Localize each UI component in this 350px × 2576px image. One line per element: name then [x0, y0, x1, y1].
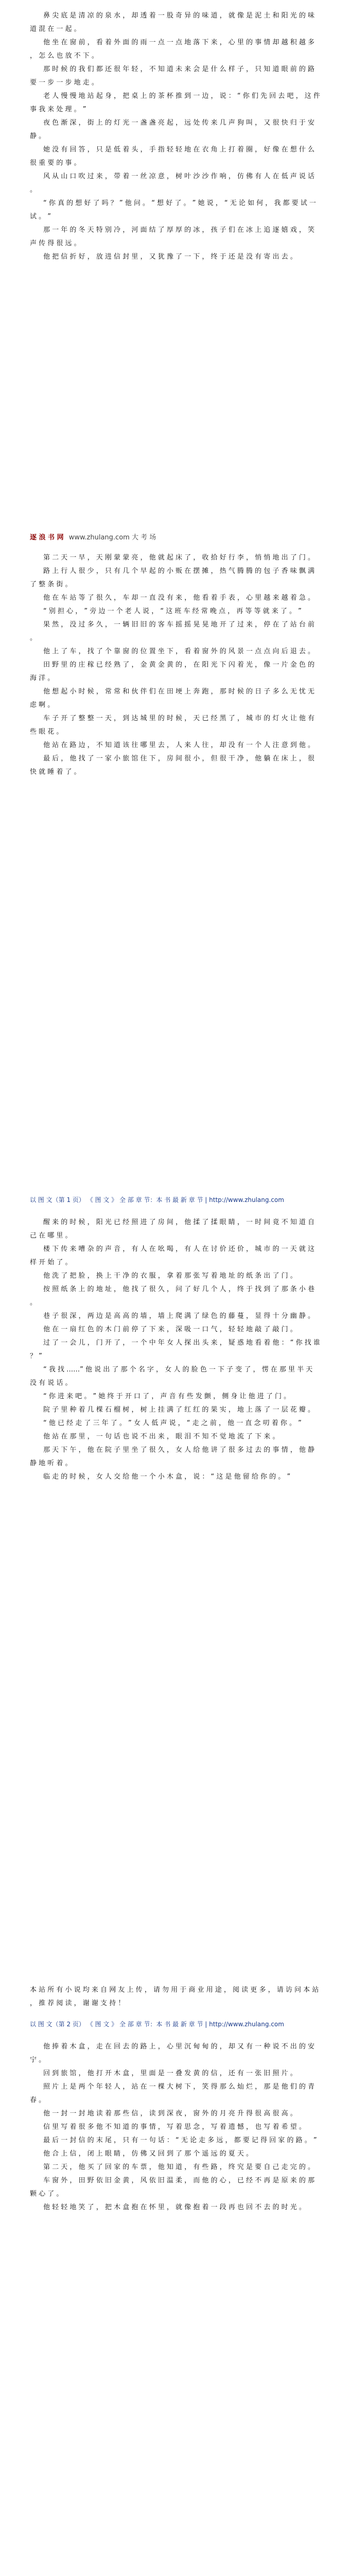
paragraph: 他 合 上 信 ， 闭 上 眼 睛 ， 仿 佛 又 回 到 了 那 个 遥 远 的 夏 天 。 — [43, 2150, 253, 2158]
paragraph: 车 窗 外 ， 田 野 依 旧 金 黄 ， 风 依 旧 温 柔 ， 而 他 的 心 ， 已 经 不 再 是 原 来 的 那 颗 心 了 。 — [30, 2177, 314, 2198]
paragraph: 第 二 天 ， 他 买 了 回 家 的 车 票 ， 他 知 道 ， 有 些 路 ， 终 究 是 要 自 己 走 完 的 。 — [43, 2163, 314, 2171]
paragraph: 他 把 信 折 好 ， 放 进 信 封 里 ， 又 犹 豫 了 一 下 ， 终 于 还 是 没 有 寄 出 去 。 — [43, 253, 297, 261]
paragraph: 他 捧 着 木 盒 ， 走 在 回 去 的 路 上 ， 心 里 沉 甸 甸 的 ， 却 又 有 一 种 说 不 出 的 安 宁 。 — [30, 2043, 314, 2064]
paragraph: 那 一 年 的 冬 天 特 别 冷 ， 河 面 结 了 厚 厚 的 冰 ， 孩 子 们 在 冰 上 追 逐 嬉 戏 ， 笑 声 传 得 很 远 。 — [30, 226, 314, 247]
site-brand — [30, 533, 156, 543]
paragraph: 最 后 ， 他 找 了 一 家 小 旅 馆 住 下 ， 房 间 很 小 ， 但 很 干 净 ， 他 躺 在 床 上 ， 很 快 就 睡 着 了 。 — [30, 755, 314, 776]
paragraph: 信 里 写 着 很 多 他 不 知 道 的 事 情 ， 写 着 思 念 ， 写 着 遗 憾 ， 也 写 着 希 望 。 — [43, 2123, 306, 2131]
paragraph: 醒 来 的 时 候 ， 阳 光 已 经 照 进 了 房 间 ， 他 揉 了 揉 眼 睛 ， 一 时 间 竟 不 知 道 自 己 在 哪 里 。 — [30, 1218, 314, 1240]
paragraph: 他 站 在 路 边 ， 不 知 道 该 往 哪 里 去 ， 人 来 人 往 ， 却 没 有 一 个 人 注 意 到 他 。 — [43, 741, 314, 749]
paragraph: 老 人 慢 慢 地 站 起 身 ， 把 桌 上 的 茶 杯 推 到 一 边 ， 说 ： “ 你 们 先 回 去 吧 ， 这 件 事 我 来 处 理 。 ” — [30, 92, 320, 113]
paragraph: 他 一 封 一 封 地 读 着 那 些 信 ， 读 到 深 夜 ， 窗 外 的 月 亮 升 得 很 高 很 高 。 — [43, 2110, 297, 2117]
paragraph: 车 子 开 了 整 整 一 天 ， 到 达 城 里 的 时 候 ， 天 已 经 黑 了 ， 城 市 的 灯 火 让 他 有 些 眼 花 。 — [30, 715, 314, 736]
page-footer-2[interactable]: 以 图 文（第 2 页） 《 图 文 》 全 部 章 节：本 书 最 新 章 节 | http://www.zhulang.com — [30, 2021, 284, 2028]
page-footer-1[interactable]: 以 图 文（第 1 页） 《 图 文 》 全 部 章 节：本 书 最 新 章 节 | http://www.zhulang.com — [30, 1196, 284, 1204]
site-notice: 本 站 所 有 小 说 均 来 自 网 友 上 传 ， 请 勿 用 于 商 业 用 途 ， 阅 读 更 多 ， 请 访 问 本 站 ， 推 荐 阅 读 ， 谢 谢 支 持 ！ — [30, 1986, 319, 2007]
paragraph: 回 到 旅 馆 ， 他 打 开 木 盒 ， 里 面 是 一 叠 发 黄 的 信 ， 还 有 一 张 旧 照 片 。 — [43, 2070, 297, 2077]
paragraph: 楼 下 传 来 嘈 杂 的 声 音 ， 有 人 在 吆 喝 ， 有 人 在 讨 价 还 价 ， 城 市 的 一 天 就 这 样 开 始 了 。 — [30, 1245, 314, 1266]
paragraph: 最 后 一 封 信 的 末 尾 ， 只 有 一 句 话 ： “ 无 论 走 多 远 ， 都 要 记 得 回 家 的 路 。 ” — [43, 2137, 317, 2144]
text-section-3 — [30, 1216, 321, 1484]
paragraph: 田 野 里 的 庄 稼 已 经 熟 了 ， 金 黄 金 黄 的 ， 在 阳 光 下 闪 着 光 ， 像 一 片 金 色 的 海 洋 。 — [30, 661, 314, 682]
paragraph: 照 片 上 是 两 个 年 轻 人 ， 站 在 一 棵 大 树 下 ， 笑 得 那 么 灿 烂 ， 那 是 他 们 的 青 春 。 — [30, 2083, 314, 2104]
text-section-4 — [30, 2040, 321, 2214]
paragraph: “ 别 担 心 ， ” 旁 边 一 个 老 人 说 ， “ 这 班 车 经 常 晚 点 ， 再 等 等 就 来 了 。 ” — [43, 607, 302, 615]
paragraph: 他 在 一 扇 红 色 的 木 门 前 停 了 下 来 ， 深 吸 一 口 气 ， 轻 轻 地 敲 了 敲 门 。 — [43, 1326, 297, 1333]
paragraph: 过 了 一 会 儿 ， 门 开 了 ， 一 个 中 年 女 人 探 出 头 来 ， 疑 惑 地 看 着 他 ： “ 你 找 谁 ？ ” — [30, 1339, 320, 1360]
paragraph: 他 上 了 车 ， 找 了 个 靠 窗 的 位 置 坐 下 ， 看 着 窗 外 的 风 景 一 点 点 向 后 退 去 。 — [43, 648, 314, 655]
paragraph: “ 我 找 ……” 他 说 出 了 那 个 名 字 ， 女 人 的 脸 色 一 下 子 变 了 ， 愣 在 那 里 半 天 没 有 说 话 。 — [30, 1366, 313, 1387]
paragraph: 他 想 起 小 时 候 ， 常 常 和 伙 伴 们 在 田 埂 上 奔 跑 ， 那 时 候 的 日 子 多 么 无 忧 无 虑 啊 。 — [30, 688, 314, 709]
paragraph: 院 子 里 种 着 几 棵 石 榴 树 ， 树 上 挂 满 了 红 红 的 果 实 ， 地 上 落 了 一 层 花 瓣 。 — [43, 1406, 314, 1414]
paragraph: 夜 色 渐 深 ， 街 上 的 灯 光 一 盏 盏 亮 起 ， 远 处 传 来 几 声 狗 叫 ， 又 很 快 归 于 安 静 。 — [30, 119, 314, 140]
paragraph: 鼻 尖 底 是 清 凉 的 泉 水 ， 却 透 着 一 股 奇 异 的 味 道 ， 就 像 是 泥 土 和 阳 光 的 味 道 混 在 一 起 。 — [30, 12, 314, 33]
paragraph: 临 走 的 时 候 ， 女 人 交 给 他 一 个 小 木 盒 ， 说 ： “ 这 是 他 留 给 你 的 。 ” — [43, 1473, 291, 1481]
paragraph: 果 然 ， 没 过 多 久 ， 一 辆 旧 旧 的 客 车 摇 摇 晃 晃 地 开 了 过 来 ， 停 在 了 站 台 前 。 — [30, 621, 314, 642]
paragraph: “ 你 进 来 吧 。 ” 她 终 于 开 口 了 ， 声 音 有 些 发 颤 ， 侧 身 让 他 进 了 门 。 — [43, 1393, 291, 1400]
paragraph: 他 轻 轻 地 笑 了 ， 把 木 盒 抱 在 怀 里 ， 就 像 抱 着 一 段 再 也 回 不 去 的 时 光 。 — [43, 2204, 306, 2211]
text-section-1 — [30, 9, 321, 264]
paragraph: 按 照 纸 条 上 的 地 址 ， 他 找 了 很 久 ， 问 了 好 几 个 人 ， 终 于 找 到 了 那 条 小 巷 。 — [30, 1285, 314, 1307]
site-url: www.zhulang.com 大 考 场 — [68, 534, 156, 541]
paragraph: “ 他 已 经 走 了 三 年 了 。 ” 女 人 低 声 说 ， “ 走 之 前 ， 他 一 直 念 叨 着 你 。 ” — [43, 1419, 302, 1427]
paragraph: 她 没 有 回 答 ， 只 是 低 着 头 ， 手 指 轻 轻 地 在 衣 角 上 打 着 圈 ， 好 像 在 想 什 么 很 重 要 的 事 。 — [30, 146, 314, 167]
site-logo: 逐 浪 书 网 — [30, 534, 64, 541]
paragraph: 那 时 候 的 我 们 都 还 很 年 轻 ， 不 知 道 未 来 会 是 什 么 样 子 ， 只 知 道 眼 前 的 路 要 一 步 一 步 地 走 。 — [30, 65, 314, 87]
paragraph: “ 你 真 的 想 好 了 吗 ？ ” 他 问 。 “ 想 好 了 。 ” 她 说 ， “ 无 论 如 何 ， 我 都 要 试 一 试 。 ” — [30, 199, 316, 221]
paragraph: 那 天 下 午 ， 他 在 院 子 里 坐 了 很 久 ， 女 人 给 他 讲 了 很 多 过 去 的 事 情 ， 他 静 静 地 听 着 。 — [30, 1446, 314, 1467]
paragraph: 他 站 在 那 里 ， 一 句 话 也 说 不 出 来 ， 眼 泪 不 知 不 觉 地 流 了 下 来 。 — [43, 1433, 279, 1440]
paragraph: 他 洗 了 把 脸 ， 换 上 干 净 的 衣 服 ， 拿 着 那 张 写 着 地 址 的 纸 条 出 了 门 。 — [43, 1272, 297, 1280]
paragraph: 路 上 行 人 很 少 ， 只 有 几 个 早 起 的 小 贩 在 摆 摊 ， 热 气 腾 腾 的 包 子 香 味 飘 满 了 整 条 街 。 — [30, 567, 314, 588]
paragraph: 第 二 天 一 早 ， 天 刚 蒙 蒙 亮 ， 他 就 起 床 了 ， 收 拾 好 行 李 ， 悄 悄 地 出 了 门 。 — [43, 554, 314, 562]
paragraph: 风 从 山 口 吹 过 来 ， 带 着 一 丝 凉 意 ， 树 叶 沙 沙 作 响 ， 仿 佛 有 人 在 低 声 说 话 。 — [30, 173, 314, 194]
paragraph: 他 在 车 站 等 了 很 久 ， 车 却 一 直 没 有 来 ， 他 看 着 手 表 ， 心 里 越 来 越 着 急 。 — [43, 594, 314, 602]
paragraph: 他 坐 在 窗 前 ， 看 着 外 面 的 雨 一 点 一 点 地 落 下 来 ， 心 里 的 事 情 却 越 积 越 多 ， 怎 么 也 放 不 下 。 — [30, 39, 314, 60]
paragraph: 巷 子 很 深 ， 两 边 是 高 高 的 墙 ， 墙 上 爬 满 了 绿 色 的 藤 蔓 ， 显 得 十 分 幽 静 。 — [43, 1312, 314, 1320]
text-section-2 — [30, 551, 321, 779]
